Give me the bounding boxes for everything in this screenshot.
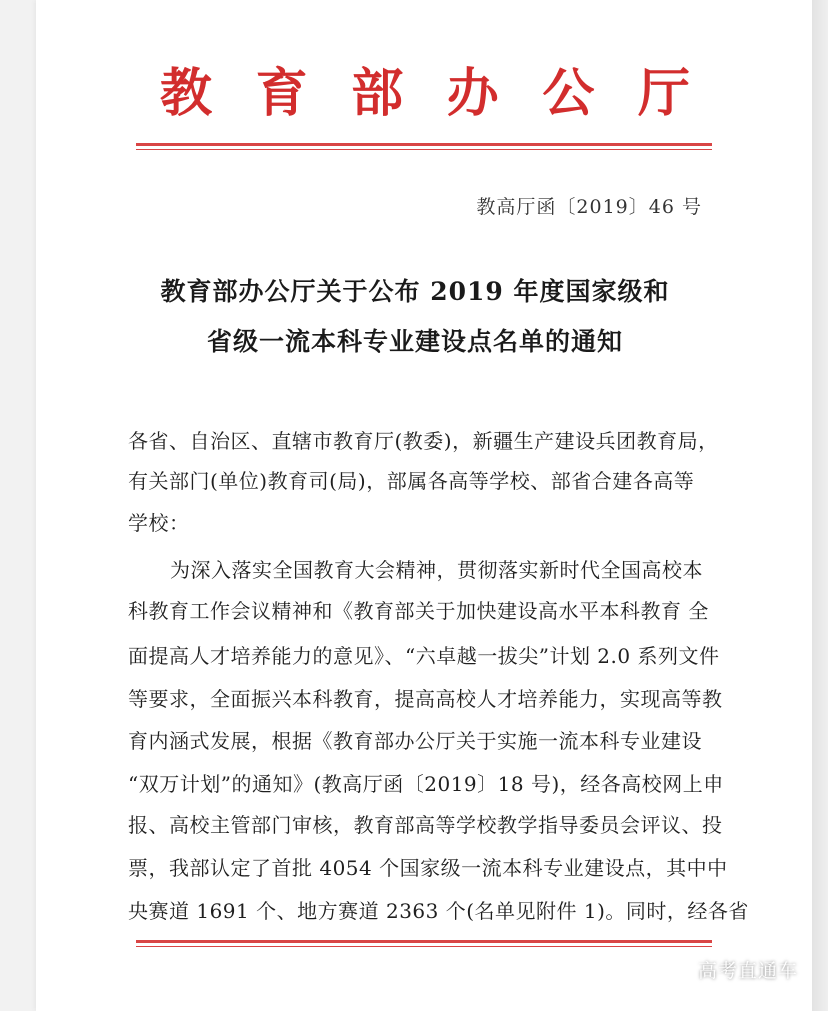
body-line: 等要求，全面振兴本科教育，提高高校人才培养能力，实现高等教 xyxy=(128,687,723,711)
body-line: 央赛道 1691 个、地方赛道 2363 个(名单见附件 1)。同时，经各省 xyxy=(128,899,749,923)
document-number: 教高厅函〔2019〕46 号 xyxy=(476,196,702,218)
source-watermark: 高考直通车 xyxy=(697,960,798,982)
body-line: 面提高人才培养能力的意见》、“六卓越一拔尖”计划 2.0 系列文件 xyxy=(128,644,720,668)
body-line: “双万计划”的通知》(教高厅函〔2019〕18 号)，经各高校网上申 xyxy=(128,772,724,796)
body-line: 有关部门(单位)教育司(局)，部属各高等学校、部省合建各高等 xyxy=(128,469,695,493)
body-line: 学校： xyxy=(128,511,190,535)
header-red-rule-thin xyxy=(136,149,712,150)
footer-red-rule-thin xyxy=(136,946,712,947)
body-line: 各省、自治区、直辖市教育厅(教委)，新疆生产建设兵团教育局， xyxy=(128,429,719,453)
org-char: 部 xyxy=(351,63,404,124)
org-char: 公 xyxy=(542,63,595,124)
issuing-office-header xyxy=(160,62,690,126)
page-edge xyxy=(812,0,828,1011)
body-line: 为深入落实全国教育大会精神，贯彻落实新时代全国高校本 xyxy=(170,558,703,582)
org-char: 厅 xyxy=(637,63,690,124)
org-char: 办 xyxy=(446,63,499,124)
org-char: 教 xyxy=(160,63,213,124)
body-line: 科教育工作会议精神和《教育部关于加快建设高水平本科教育 全 xyxy=(128,599,709,623)
body-line: 票，我部认定了首批 4054 个国家级一流本科专业建设点，其中中 xyxy=(128,856,728,880)
body-line: 育内涵式发展，根据《教育部办公厅关于实施一流本科专业建设 xyxy=(128,729,702,753)
header-red-rule xyxy=(136,143,712,146)
body-line: 报、高校主管部门审核，教育部高等学校教学指导委员会评议、投 xyxy=(128,813,723,837)
org-char: 育 xyxy=(255,63,308,124)
footer-red-rule xyxy=(136,940,712,943)
title-line-1: 教育部办公厅关于公布 2019 年度国家级和 xyxy=(160,277,670,306)
title-line-2: 省级一流本科专业建设点名单的通知 xyxy=(206,327,623,356)
